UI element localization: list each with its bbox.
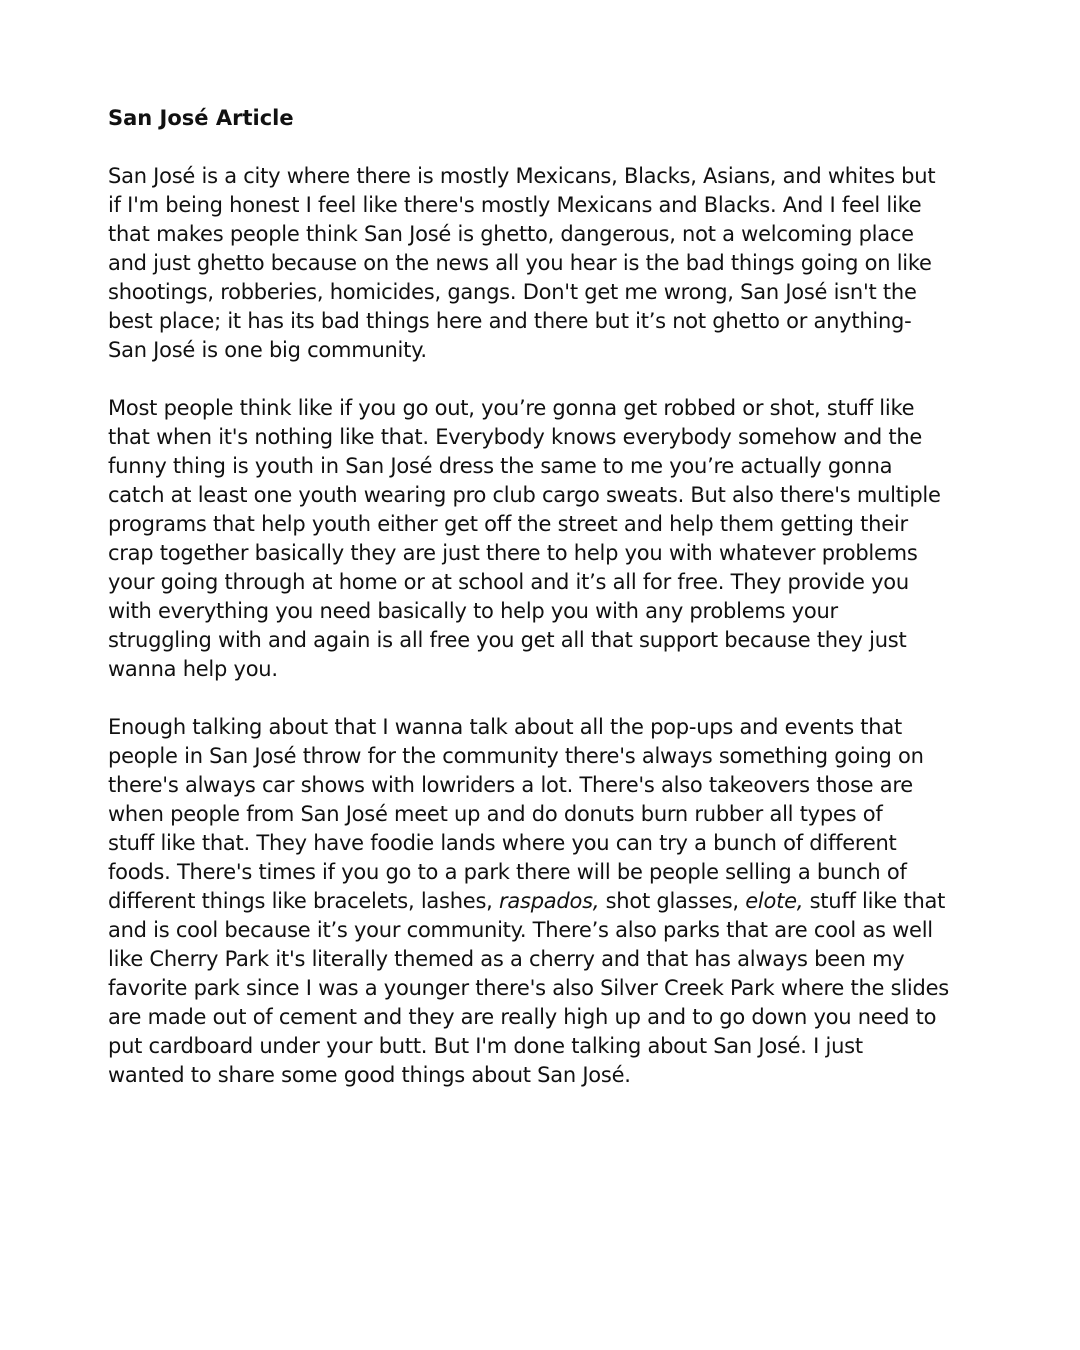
text-line: San José is a city where there is mostly Mexicans, Blacks, Asians, and whites but [108, 164, 936, 188]
italic-word-raspados: raspados, [499, 889, 600, 913]
text-run: shot glasses, [599, 889, 746, 913]
text-line: San José is one big community. [108, 338, 427, 362]
text-line: that makes people think San José is ghetto, dangerous, not a welcoming place [108, 222, 914, 246]
document-page [108, 104, 972, 1119]
paragraph-3 [108, 713, 972, 1090]
text-line: catch at least one youth wearing pro club cargo sweats. But also there's multiple [108, 483, 941, 507]
text-line: stuff like that. They have foodie lands where you can try a bunch of different [108, 831, 897, 855]
text-line: with everything you need basically to help you with any problems your [108, 599, 838, 623]
text-line: put cardboard under your butt. But I'm done talking about San José. I just [108, 1034, 863, 1058]
text-run: stuff like that [803, 889, 946, 913]
text-line: wanted to share some good things about San José. [108, 1063, 631, 1087]
text-line: struggling with and again is all free you get all that support because they just [108, 628, 907, 652]
text-line: when people from San José meet up and do donuts burn rubber all types of [108, 802, 883, 826]
text-line: Enough talking about that I wanna talk about all the pop-ups and events that [108, 715, 902, 739]
paragraph-2 [108, 394, 972, 684]
text-line: that when it's nothing like that. Everybody knows everybody somehow and the [108, 425, 923, 449]
text-line: shootings, robberies, homicides, gangs. Don't get me wrong, San José isn't the [108, 280, 917, 304]
text-line: are made out of cement and they are really high up and to go down you need to [108, 1005, 937, 1029]
text-line: crap together basically they are just there to help you with whatever problems [108, 541, 918, 565]
text-line: and is cool because it’s your community. There’s also parks that are cool as well [108, 918, 933, 942]
document-title: San José Article [108, 106, 294, 130]
text-line: programs that help youth either get off the street and help them getting their [108, 512, 908, 536]
italic-word-elote: elote, [745, 889, 804, 913]
text-line: foods. There's times if you go to a park there will be people selling a bunch of [108, 860, 907, 884]
text-line-mixed [108, 887, 972, 916]
text-line: favorite park since I was a younger there's also Silver Creek Park where the slides [108, 976, 949, 1000]
paragraph-1 [108, 162, 972, 365]
text-line: funny thing is youth in San José dress the same to me you’re actually gonna [108, 454, 893, 478]
text-line: if I'm being honest I feel like there's mostly Mexicans and Blacks. And I feel like [108, 193, 922, 217]
text-line: wanna help you. [108, 657, 278, 681]
text-line: Most people think like if you go out, you’re gonna get robbed or shot, stuff like [108, 396, 915, 420]
text-line: like Cherry Park it's literally themed as a cherry and that has always been my [108, 947, 905, 971]
text-run: different things like bracelets, lashes, [108, 889, 499, 913]
text-line: and just ghetto because on the news all you hear is the bad things going on like [108, 251, 932, 275]
text-line: there's always car shows with lowriders a lot. There's also takeovers those are [108, 773, 913, 797]
text-line: people in San José throw for the community there's always something going on [108, 744, 924, 768]
text-line: best place; it has its bad things here and there but it’s not ghetto or anything- [108, 309, 912, 333]
text-line: your going through at home or at school and it’s all for free. They provide you [108, 570, 909, 594]
